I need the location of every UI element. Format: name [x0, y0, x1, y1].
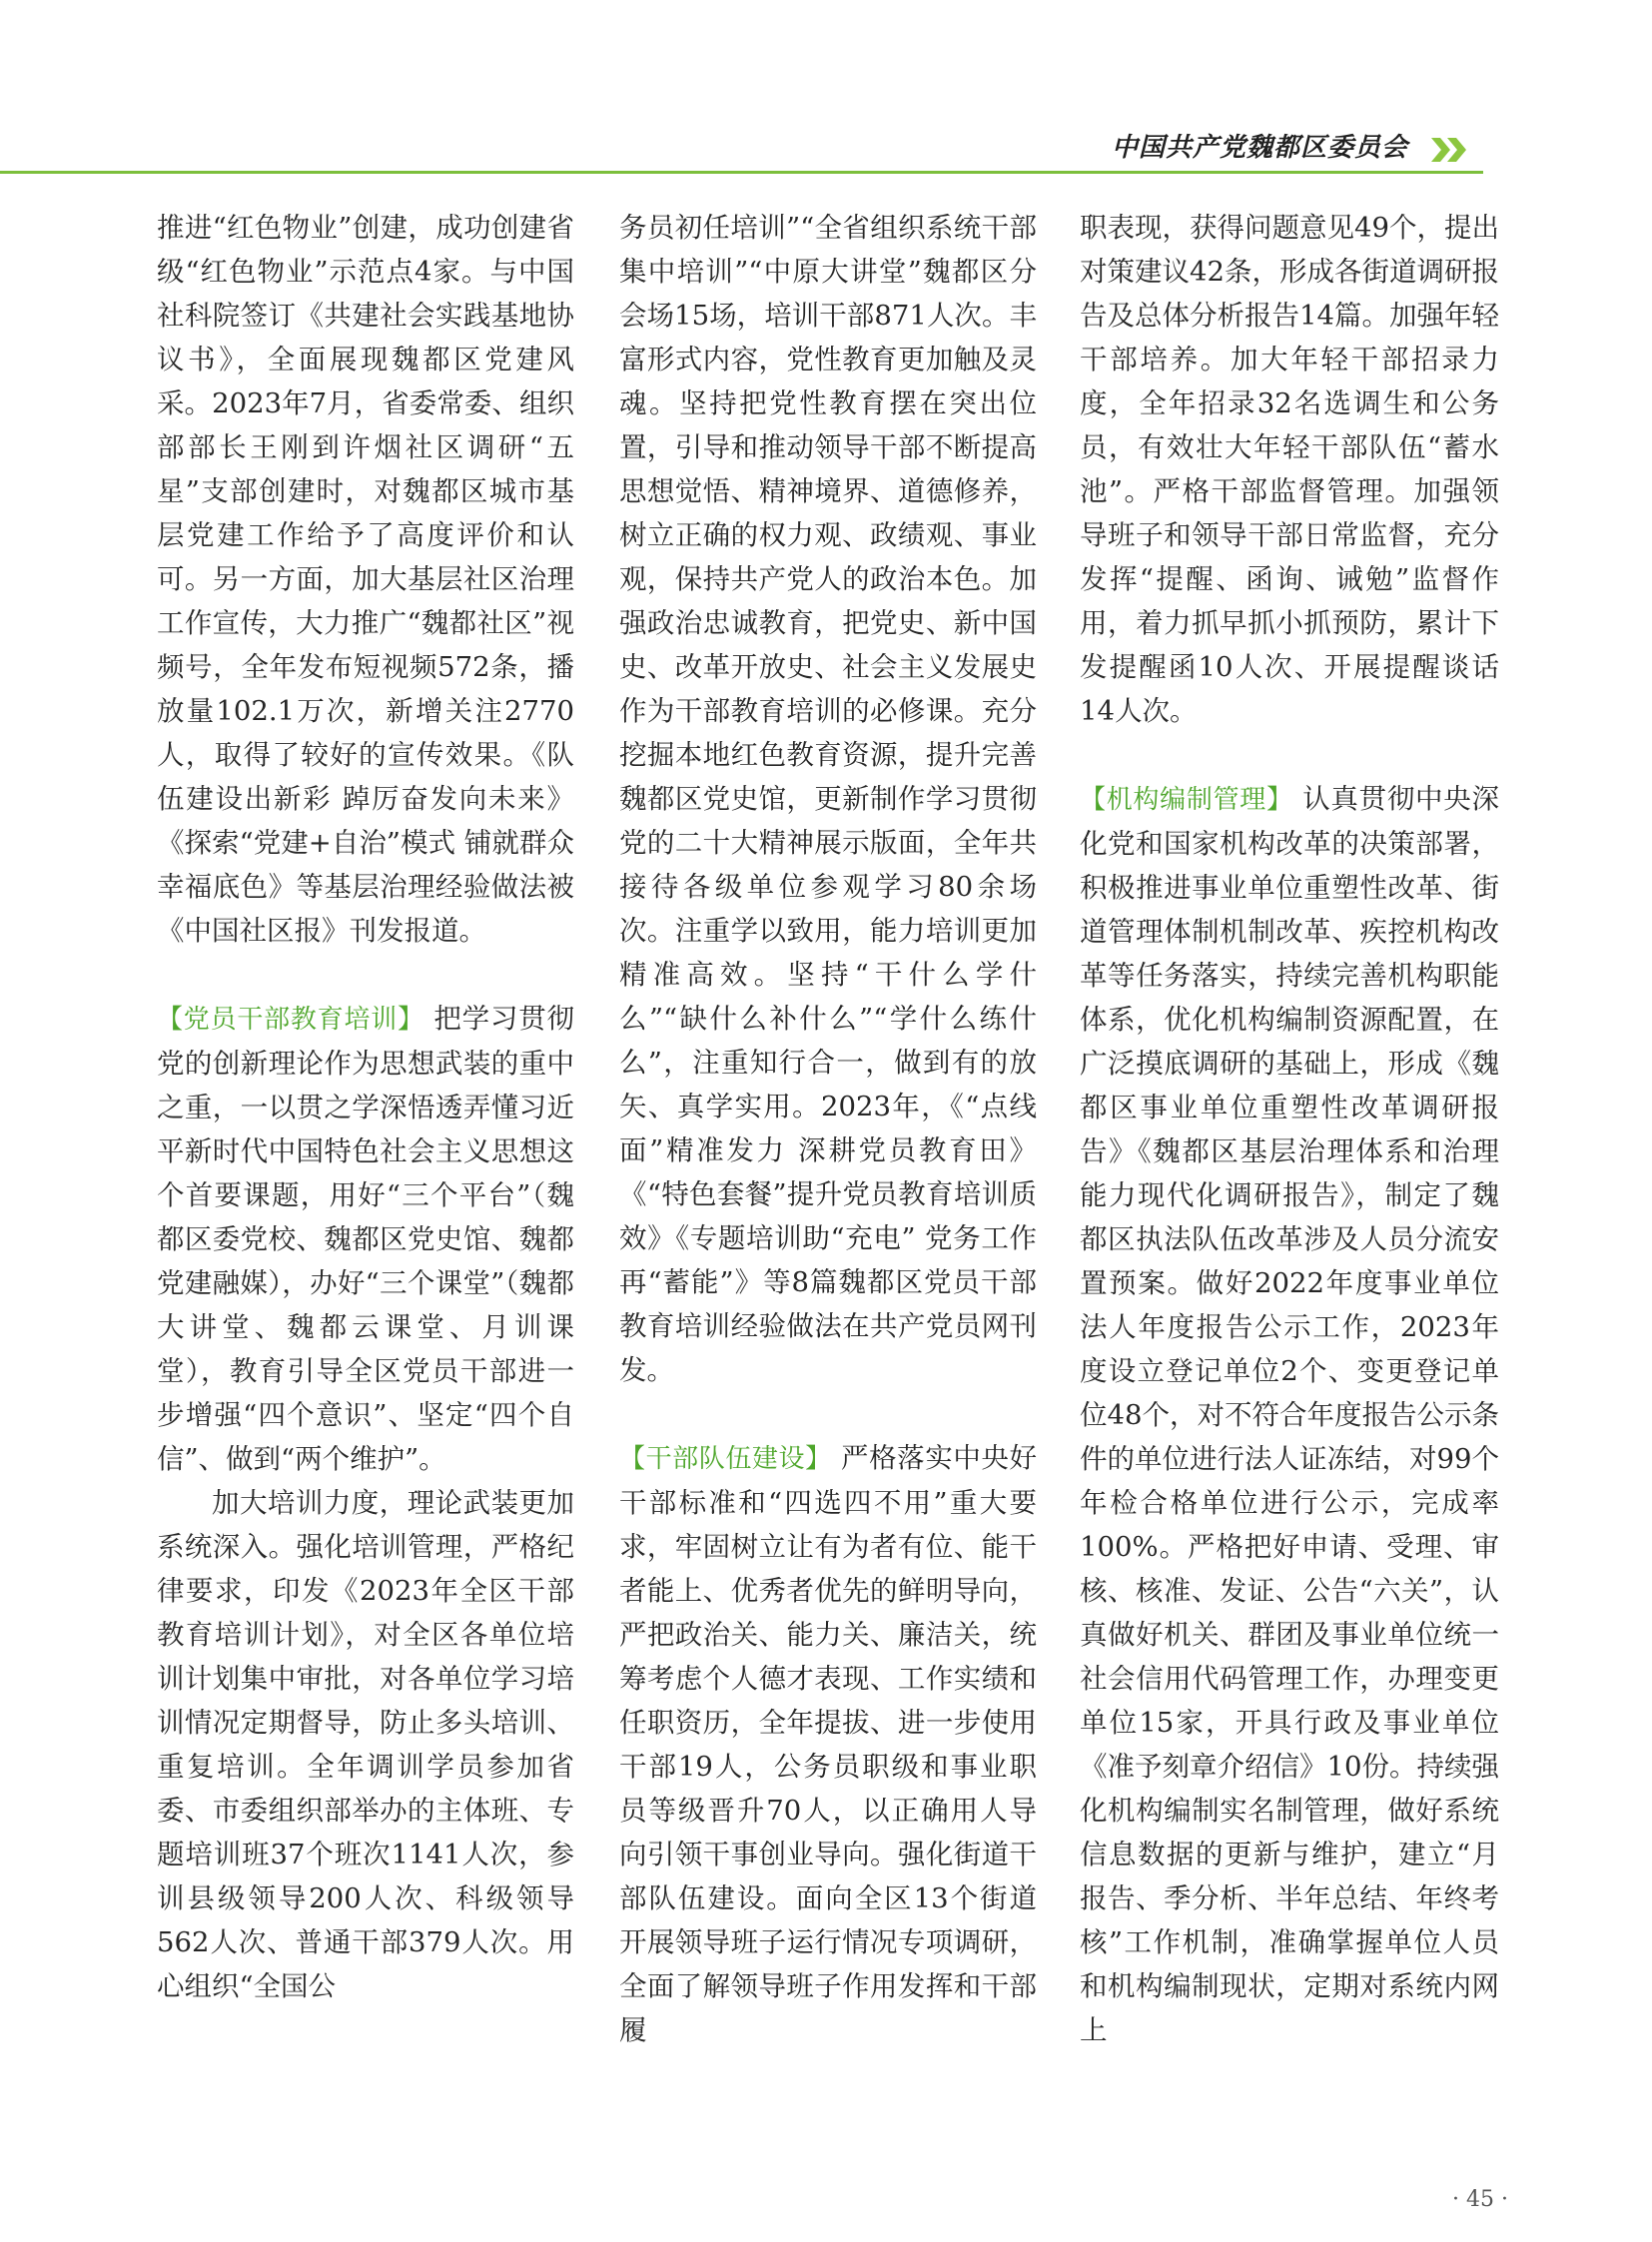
header-title: 中国共产党魏都区委员会 — [1112, 133, 1409, 163]
section-heading: 【机构编制管理】 — [1080, 785, 1293, 815]
paragraph: 加大培训力度，理论武装更加系统深入。强化培训管理，严格纪律要求，印发《2023年全区干部教育培训计划》，对全区各单位培训计划集中审批，对各单位学习培训情况定期督导，防止多头培训、重复培训。全年调训学员参加省委、市委组织部举办的主体班、专题培训班37个班次1141人次，参训县级领导200人次、科级领导562人次、普通干部379人次。用心组织“全国公 — [157, 1487, 574, 2002]
section-body: 把学习贯彻党的创新理论作为思想武装的重中之重，一以贯之学深悟透弄懂习近平新时代中国特色社会主义思想这个首要课题，用好“三个平台”（魏都区委党校、魏都区党史馆、魏都党建融媒），办好“三个课堂”（魏都大讲堂、魏都云课堂、月训课堂），教育引导全区党员干部进一步增强“四个意识”、坚定“四个自信”、做到“两个维护”。 — [157, 1003, 574, 1475]
double-chevron-right-icon — [1431, 138, 1471, 162]
column-middle — [619, 206, 1037, 2052]
column-left — [157, 206, 574, 2008]
header-rule — [0, 171, 1483, 174]
section-heading: 【党员干部教育培训】 — [157, 1005, 424, 1035]
column-right — [1080, 206, 1499, 2052]
paragraph — [619, 1436, 1037, 2052]
paragraph: 务员初任培训”“全省组织系统干部集中培训”“中原大讲堂”魏都区分会场15场，培训干部871人次。丰富形式内容，党性教育更加触及灵魂。坚持把党性教育摆在突出位置，引导和推动领导干部不断提高思想觉悟、精神境界、道德修养，树立正确的权力观、政绩观、事业观，保持共产党人的政治本色。加强政治忠诚教育，把党史、新中国史、改革开放史、社会主义发展史作为干部教育培训的必修课。充分挖掘本地红色教育资源，提升完善魏都区党史馆，更新制作学习贯彻党的二十大精神展示版面，全年共接待各级单位参观学习80余场次。注重学以致用，能力培训更加精准高效。坚持“干什么学什么”“缺什么补什么”“学什么练什么”，注重知行合一，做到有的放矢、真学实用。2023年，《“点线面”精准发力 深耕党员教育田》《“特色套餐”提升党员教育培训质效》《专题培训助“充电” 党务工作再“蓄能”》等8篇魏都区党员干部教育培训经验做法在共产党员网刊发。 — [619, 212, 1037, 1386]
paragraph: 推进“红色物业”创建，成功创建省级“红色物业”示范点4家。与中国社科院签订《共建社会实践基地协议书》，全面展现魏都区党建风采。2023年7月，省委常委、组织部部长王刚到许烟社区调研“五星”支部创建时，对魏都区城市基层党建工作给予了高度评价和认可。另一方面，加大基层社区治理工作宣传，大力推广“魏都社区”视频号，全年发布短视频572条，播放量102.1万次，新增关注2770人，取得了较好的宣传效果。《队伍建设出新彩 踔厉奋发向未来》《探索“党建+自治”模式 铺就群众幸福底色》等基层治理经验做法被《中国社区报》刊发报道。 — [157, 212, 574, 947]
section-body: 严格落实中央好干部标准和“四选四不用”重大要求，牢固树立让有为者有位、能干者能上、优秀者优先的鲜明导向，严把政治关、能力关、廉洁关，统筹考虑个人德才表现、工作实绩和任职资历，全年提拔、进一步使用干部19人，公务员职级和事业职员等级晋升70人，以正确用人导向引领干事创业导向。强化街道干部队伍建设。面向全区13个街道开展领导班子运行情况专项调研，全面了解领导班子作用发挥和干部履 — [619, 1442, 1037, 2046]
section-body: 认真贯彻中央深化党和国家机构改革的决策部署，积极推进事业单位重塑性改革、街道管理体制机制改革、疾控机构改革等任务落实，持续完善机构职能体系，优化机构编制资源配置，在广泛摸底调研的基础上，形成《魏都区事业单位重塑性改革调研报告》《魏都区基层治理体系和治理能力现代化调研报告》，制定了魏都区执法队伍改革涉及人员分流安置预案。做好2022年度事业单位法人年度报告公示工作，2023年度设立登记单位2个、变更登记单位48个，对不符合年度报告公示条件的单位进行法人证冻结，对99个年检合格单位进行公示，完成率100%。严格把好申请、受理、审核、核准、发证、公告“六关”，认真做好机关、群团及事业单位统一社会信用代码管理工作，办理变更单位15家，开具行政及事业单位《准予刻章介绍信》10份。持续强化机构编制实名制管理，做好系统信息数据的更新与维护，建立“月报告、季分析、半年总结、年终考核”工作机制，准确掌握单位人员和机构编制现状，定期对系统内网上 — [1080, 783, 1499, 2046]
section-heading: 【干部队伍建设】 — [619, 1444, 832, 1474]
paragraph — [1080, 777, 1499, 2052]
page-number: · 45 · — [1452, 2187, 1508, 2212]
paragraph — [157, 997, 574, 1481]
paragraph: 职表现，获得问题意见49个，提出对策建议42条，形成各街道调研报告及总体分析报告14篇。加强年轻干部培养。加大年轻干部招录力度，全年招录32名选调生和公务员，有效壮大年轻干部队伍“蓄水池”。严格干部监督管理。加强领导班子和领导干部日常监督，充分发挥“提醒、函询、诫勉”监督作用，着力抓早抓小抓预防，累计下发提醒函10人次、开展提醒谈话14人次。 — [1080, 212, 1499, 727]
